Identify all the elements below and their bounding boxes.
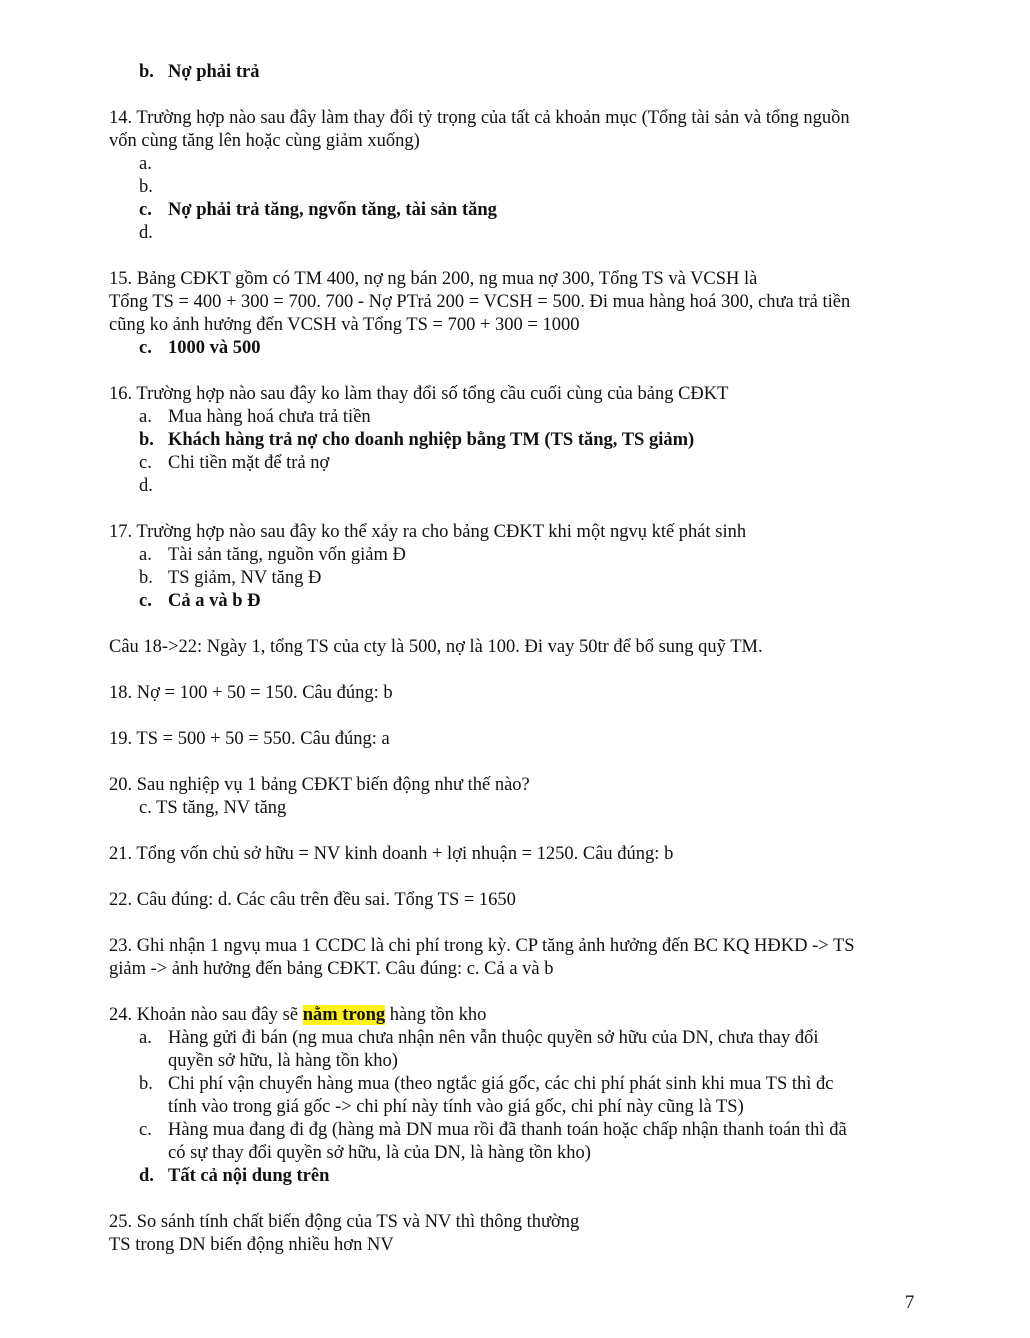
- question-24-text: 24. Khoản nào sau đây sẽ nằm trong hàng tồn kho: [109, 1005, 487, 1025]
- highlighted-text: nằm trong: [302, 1005, 386, 1025]
- question-17-text: 17. Trường hợp nào sau đây ko thể xảy ra cho bảng CĐKT khi một ngvụ ktế phát sinh: [109, 522, 747, 542]
- question-20-answer: c. TS tăng, NV tăng: [139, 798, 287, 818]
- question-14-text-line-2: vốn cùng tăng lên hoặc cùng giảm xuống): [109, 131, 420, 151]
- q13-answer: b. Nợ phải trả: [139, 62, 260, 82]
- question-15-text-line-3: cũng ko ảnh hưởng đến VCSH và Tổng TS = 700 + 300 = 1000: [109, 315, 580, 335]
- question-24: [109, 1004, 929, 1188]
- question-14-option-a: a.: [139, 154, 152, 174]
- question-14-option-d: d.: [139, 223, 153, 243]
- question-20: [109, 774, 929, 820]
- question-16: [109, 383, 929, 498]
- question-18: 18. Nợ = 100 + 50 = 150. Câu đúng: b: [109, 683, 393, 703]
- question-14-text-line-1: 14. Trường hợp nào sau đây làm thay đổi tỷ trọng của tất cả khoản mục (Tổng tài sản và tổng nguồn: [109, 108, 850, 128]
- questions-18-22-intro: Câu 18->22: Ngày 1, tổng TS của cty là 500, nợ là 100. Đi vay 50tr để bổ sung quỹ TM.: [109, 637, 763, 657]
- question-21: 21. Tổng vốn chủ sở hữu = NV kinh doanh + lợi nhuận = 1250. Câu đúng: b: [109, 844, 674, 864]
- question-23-text-line-1: 23. Ghi nhận 1 ngvụ mua 1 CCDC là chi phí trong kỳ. CP tăng ảnh hưởng đến BC KQ HĐKD -> TS: [109, 936, 855, 956]
- question-19: 19. TS = 500 + 50 = 550. Câu đúng: a: [109, 729, 390, 749]
- question-23: [109, 935, 929, 981]
- question-22: 22. Câu đúng: d. Các câu trên đều sai. Tổng TS = 1650: [109, 890, 516, 910]
- question-16-option-a: a. Mua hàng hoá chưa trả tiền: [139, 407, 371, 427]
- page-content: [109, 61, 929, 1257]
- question-17: [109, 521, 929, 613]
- question-24-option-d: d. Tất cả nội dung trên: [139, 1166, 330, 1186]
- question-15-answer: c. 1000 và 500: [139, 338, 261, 358]
- question-24-option-c: c. Hàng mua đang đi đg (hàng mà DN mua rồi đã thanh toán hoặc chấp nhận thanh toán thì đã có sự thay đổi quyền sở hữu, là của DN, là hàng tồn kho): [139, 1120, 847, 1163]
- question-15: [109, 268, 929, 360]
- question-17-option-c: c. Cả a và b Đ: [139, 591, 261, 611]
- question-24-option-b: b. Chi phí vận chuyển hàng mua (theo ngtắc giá gốc, các chi phí phát sinh khi mua TS thì đc tính vào trong giá gốc -> chi phí này tính vào giá gốc, chi phí này cũng là TS): [139, 1074, 834, 1117]
- question-17-option-b: b. TS giảm, NV tăng Đ: [139, 568, 322, 588]
- question-16-option-b: b. Khách hàng trả nợ cho doanh nghiệp bằng TM (TS tăng, TS giảm): [139, 430, 695, 450]
- question-14: [109, 107, 929, 245]
- question-23-text-line-2: giảm -> ảnh hưởng đến bảng CĐKT. Câu đúng: c. Cả a và b: [109, 959, 554, 979]
- question-25-text-line-2: TS trong DN biến động nhiều hơn NV: [109, 1235, 394, 1255]
- question-25: [109, 1211, 929, 1257]
- question-24-option-a: a. Hàng gửi đi bán (ng mua chưa nhận nên vẫn thuộc quyền sở hữu của DN, chưa thay đổi quyền sở hữu, là hàng tồn kho): [139, 1028, 819, 1071]
- question-15-text-line-1: 15. Bảng CĐKT gồm có TM 400, nợ ng bán 200, ng mua nợ 300, Tổng TS và VCSH là: [109, 269, 758, 289]
- page-number: 7: [905, 1293, 915, 1313]
- question-17-option-a: a. Tài sản tăng, nguồn vốn giảm Đ: [139, 545, 406, 565]
- question-15-text-line-2: Tổng TS = 400 + 300 = 700. 700 - Nợ PTrả 200 = VCSH = 500. Đi mua hàng hoá 300, chưa trả tiền: [109, 292, 851, 312]
- question-16-option-c: c. Chi tiền mặt để trả nợ: [139, 453, 330, 473]
- question-25-text-line-1: 25. So sánh tính chất biến động của TS và NV thì thông thường: [109, 1212, 580, 1232]
- question-14-option-c: c. Nợ phải trả tăng, ngvốn tăng, tài sản tăng: [139, 200, 497, 220]
- question-16-text: 16. Trường hợp nào sau đây ko làm thay đổi số tổng cầu cuối cùng của bảng CĐKT: [109, 384, 729, 404]
- question-16-option-d: d.: [139, 476, 153, 496]
- question-14-option-b: b.: [139, 177, 153, 197]
- question-20-text: 20. Sau nghiệp vụ 1 bảng CĐKT biến động như thế nào?: [109, 775, 530, 795]
